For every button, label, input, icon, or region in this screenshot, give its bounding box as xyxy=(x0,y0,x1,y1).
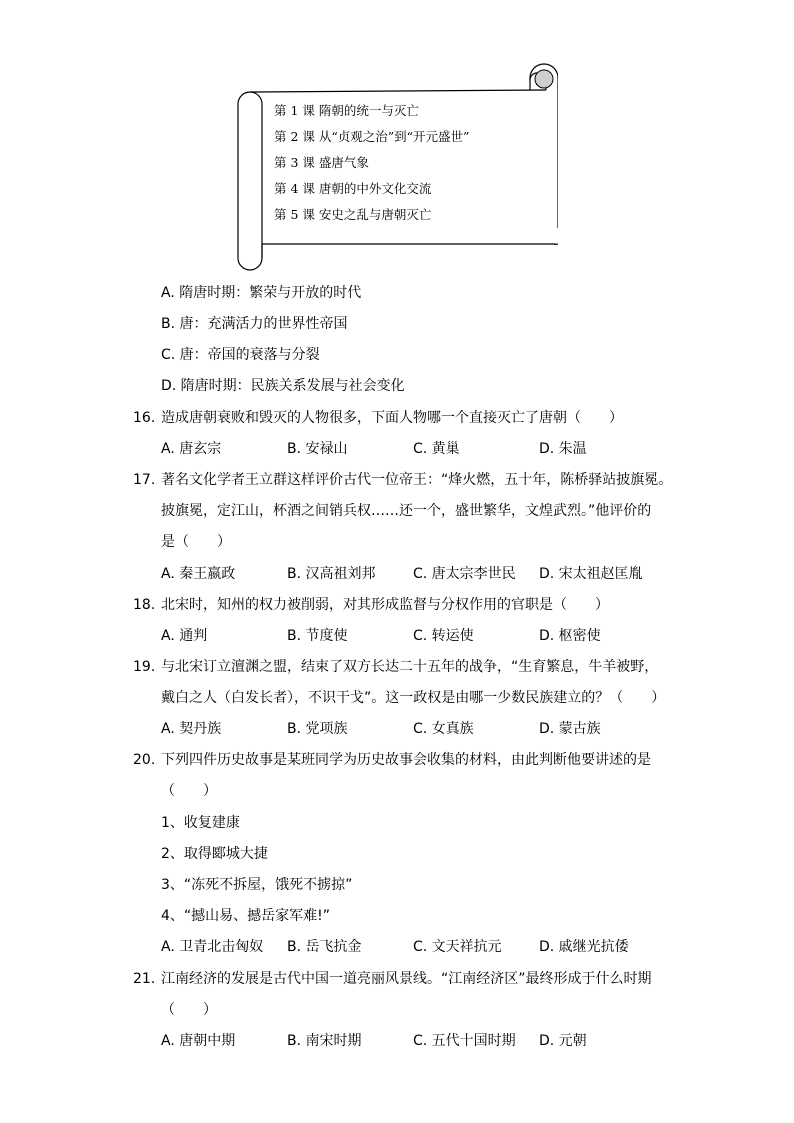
question-material: 3、“冻死不拆屋，饿死不掳掠” xyxy=(161,877,353,893)
lesson-scroll xyxy=(236,62,558,272)
option-d: D. 元朝 xyxy=(539,1033,587,1049)
question-material: 1、收复建康 xyxy=(161,815,240,831)
option-d: D. 枢密使 xyxy=(539,628,601,644)
lesson-item: 第 5 课 安史之乱与唐朝灭亡 xyxy=(274,207,432,222)
option-a: A. 秦王嬴政 xyxy=(161,566,236,582)
question-number: 20. xyxy=(133,752,156,768)
option-a: A. 卫青北击匈奴 xyxy=(161,939,264,955)
lesson-item: 第 2 课 从“贞观之治”到“开元盛世” xyxy=(274,129,470,144)
question-stem: 下列四件历史故事是某班同学为历史故事会收集的材料，由此判断他要讲述的是 xyxy=(161,752,651,768)
question-stem: 江南经济的发展是古代中国一道亮丽风景线。“江南经济区”最终形成于什么时期 xyxy=(161,971,652,987)
option-d: D. 宋太祖赵匡胤 xyxy=(539,566,643,582)
option-a: A. 契丹族 xyxy=(161,721,222,737)
question-number: 19. xyxy=(133,659,156,675)
question-stem: 戴白之人（白发长者），不识干戈”。这一政权是由哪一少数民族建立的？（ ） xyxy=(161,690,666,706)
question-stem: 披旗冕，定江山，杯酒之间销兵权……还一个，盛世繁华，文煌武烈。”他评价的 xyxy=(161,503,652,519)
question-stem: 造成唐朝衰败和毁灭的人物很多，下面人物哪一个直接灭亡了唐朝（ ） xyxy=(161,410,623,426)
option-d: D. 朱温 xyxy=(539,441,587,457)
question-number: 17. xyxy=(133,472,156,488)
q15-option-d: D. 隋唐时期：民族关系发展与社会变化 xyxy=(161,378,405,394)
lesson-item: 第 4 课 唐朝的中外文化交流 xyxy=(274,181,432,196)
question-number: 21. xyxy=(133,971,156,987)
option-c: C. 唐太宗李世民 xyxy=(413,566,516,582)
q15-option-c: C. 唐：帝国的衰落与分裂 xyxy=(161,347,320,363)
option-c: C. 转运使 xyxy=(413,628,474,644)
q15-option-a: A. 隋唐时期：繁荣与开放的时代 xyxy=(161,285,362,301)
question-stem: （ ） xyxy=(161,783,217,799)
lesson-item: 第 1 课 隋朝的统一与灭亡 xyxy=(274,103,419,118)
lesson-item: 第 3 课 盛唐气象 xyxy=(274,155,369,170)
question-stem: 北宋时，知州的权力被削弱，对其形成监督与分权作用的官职是（ ） xyxy=(161,597,609,613)
option-d: D. 蒙古族 xyxy=(539,721,601,737)
question-number: 16. xyxy=(133,410,156,426)
lesson-list xyxy=(274,98,469,228)
question-stem: 是（ ） xyxy=(161,534,231,550)
option-b: B. 节度使 xyxy=(287,628,348,644)
option-c: C. 文天祥抗元 xyxy=(413,939,502,955)
question-number: 18. xyxy=(133,597,156,613)
option-a: A. 通判 xyxy=(161,628,208,644)
question-stem: （ ） xyxy=(161,1002,217,1018)
option-b: B. 党项族 xyxy=(287,721,348,737)
option-c: C. 黄巢 xyxy=(413,441,460,457)
question-stem: 著名文化学者王立群这样评价古代一位帝王：“烽火燃，五十年，陈桥驿站披旗冕。 xyxy=(161,472,673,488)
option-b: B. 岳飞抗金 xyxy=(287,939,362,955)
question-material: 4、“撼山易、撼岳家军难!” xyxy=(161,908,331,924)
option-b: B. 安禄山 xyxy=(287,441,348,457)
option-c: C. 五代十国时期 xyxy=(413,1033,516,1049)
question-material: 2、取得郾城大捷 xyxy=(161,846,268,862)
q15-option-b: B. 唐：充满活力的世界性帝国 xyxy=(161,316,348,332)
option-b: B. 南宋时期 xyxy=(287,1033,362,1049)
option-c: C. 女真族 xyxy=(413,721,474,737)
option-a: A. 唐玄宗 xyxy=(161,441,222,457)
option-d: D. 戚继光抗倭 xyxy=(539,939,629,955)
question-stem: 与北宋订立澶渊之盟，结束了双方长达二十五年的战争，“生育繁息，牛羊被野， xyxy=(161,659,659,675)
option-b: B. 汉高祖刘邦 xyxy=(287,566,376,582)
option-a: A. 唐朝中期 xyxy=(161,1033,236,1049)
